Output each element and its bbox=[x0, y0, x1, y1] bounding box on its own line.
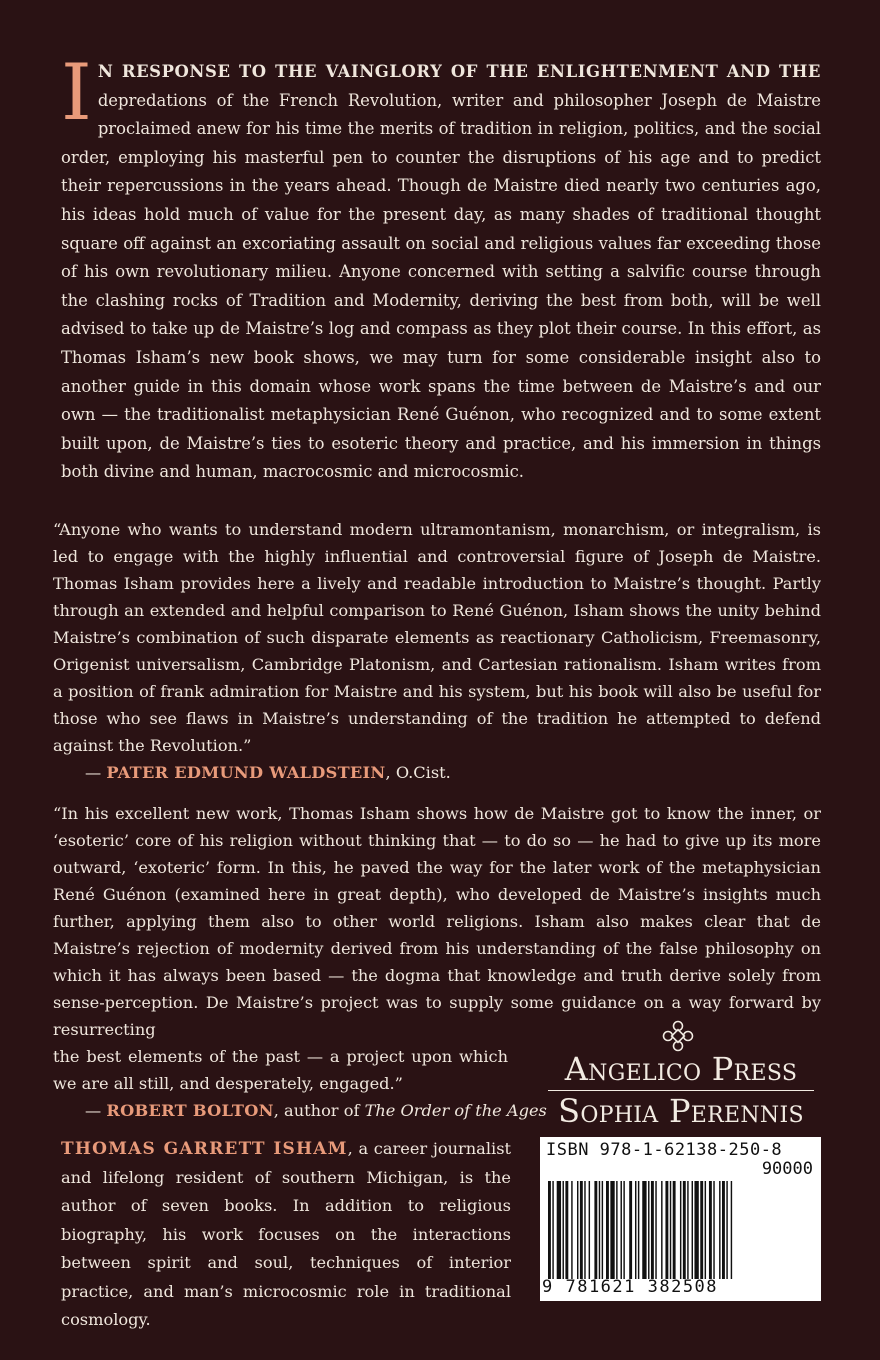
barcode-bar bbox=[642, 1181, 646, 1279]
barcode-bar bbox=[692, 1181, 693, 1279]
ean-number: 9 781621 382508 bbox=[542, 1277, 719, 1297]
barcode-bar bbox=[661, 1181, 662, 1279]
barcode-bar bbox=[571, 1181, 572, 1279]
barcode-bar bbox=[722, 1181, 725, 1279]
barcode-bar bbox=[606, 1181, 609, 1279]
cross-flower-icon bbox=[660, 1018, 696, 1054]
barcode-bar bbox=[670, 1181, 671, 1279]
intro-opening-caps: N RESPONSE TO THE VAINGLORY OF THE ENLIGHTENMENT AND THE bbox=[97, 62, 821, 81]
barcode-bar bbox=[655, 1181, 656, 1279]
barcode-bar bbox=[589, 1181, 590, 1279]
intro-body: depredations of the French Revolution, writer and philosopher Joseph de Maistre proclaimed anew for his time the merits of tradition in religion, politics, and the social order, employing his masterful pen to counter the disruptions of his age and to predict their repercussions in the years ahead. Though de Maistre died nearly two centuries ago, his ideas hold much of value for the present day, as many shades of traditional thought square off against an excoriating assault on social and religious values far exceeding those of his own revolutionary milieu. Anyone concerned with setting a salvific course through the clashing rocks of Tradition and Modernity, deriving the best from both, will be well advised to take up de Maistre’s log and compass as they plot their course. In this effort, as Thomas Isham’s new book shows, we may turn for some considerable insight also to another guide in this domain whose work spans the time between de Maistre’s and our own — the traditionalist metaphysician René Guénon, who recognized and to some extent built upon, de Maistre’s ties to esoteric theory and practice, and his immersion in things both divine and human, macrocosmic and microcosmic. bbox=[61, 90, 821, 482]
endorsement-text-narrow: the best elements of the past — a project upon which we are all still, and desperately, engaged.” bbox=[53, 1047, 508, 1093]
barcode-bar bbox=[610, 1181, 614, 1279]
endorsement-text: “Anyone who wants to understand modern ultramontanism, monarchism, or integralism, is led to engage with the highly influential and controversial figure of Joseph de Maistre. Thomas Isham provides here a lively and readable introduction to Maistre’s thought. Partly through an extended and helpful comparison to René Guénon, Isham shows the unity behind Maistre’s combination of such disparate elements as reactionary Catholicism, Freemasonry, Origenist universalism, Cambridge Platonism, and Cartesian rationalism. Isham writes from a position of frank admiration for Maistre and his system, but his book will also be useful for those who see flaws in Maistre’s understanding of the tradition he attempted to defend against the Revolution.” bbox=[53, 520, 821, 755]
price-code: 90000 bbox=[761, 1159, 813, 1179]
barcode-bar bbox=[700, 1181, 703, 1279]
barcode-bar bbox=[680, 1181, 681, 1279]
intro-paragraph bbox=[61, 48, 821, 487]
endorsement-waldstein bbox=[53, 516, 821, 786]
publisher-logo bbox=[540, 1050, 822, 1131]
barcode-bars bbox=[546, 1181, 814, 1279]
isbn-number: ISBN 978-1-62138-250-8 bbox=[546, 1140, 783, 1160]
barcode-bar bbox=[580, 1181, 583, 1279]
barcode-bar bbox=[594, 1181, 597, 1279]
barcode-bar bbox=[621, 1181, 622, 1279]
barcode-bar bbox=[673, 1181, 676, 1279]
publisher-imprint: Sophia Perennis bbox=[558, 1092, 804, 1130]
barcode-bar bbox=[599, 1181, 600, 1279]
barcode-bar bbox=[731, 1181, 732, 1279]
barcode-bar bbox=[563, 1181, 564, 1279]
barcode-bar bbox=[638, 1181, 639, 1279]
barcode-bar bbox=[577, 1181, 578, 1279]
endorsement-text: “In his excellent new work, Thomas Isham shows how de Maistre got to know the inner, or ‘esoteric’ core of his religion without thinking that — to do so — he had to give up its more outward, ‘exoteric’ form. In this, he paved the way for the later work of the metaphysician René Guénon (examined here in great depth), who developed de Maistre’s insights much further, applying them also to other world religions. Isham also makes clear that de Maistre’s rejection of modernity derived from his understanding of the false philosophy on which it has always been based — the dogma that knowledge and truth derive solely from sense-perception. De Maistre’s project was to supply some guidance on a way forward by resurrecting bbox=[53, 804, 821, 1039]
barcode-bar bbox=[694, 1181, 698, 1279]
author-name: THOMAS GARRETT ISHAM bbox=[61, 1139, 348, 1159]
book-title: The Order of the Ages bbox=[364, 1101, 547, 1120]
barcode-bar bbox=[651, 1181, 654, 1279]
endorsement-attribution: — PATER EDMUND WALDSTEIN, O.Cist. bbox=[85, 763, 451, 782]
barcode-bar bbox=[665, 1181, 668, 1279]
barcode-bar bbox=[687, 1181, 688, 1279]
barcode-bar bbox=[629, 1181, 632, 1279]
barcode-bar bbox=[726, 1181, 727, 1279]
barcode-bar bbox=[705, 1181, 706, 1279]
barcode-bar bbox=[709, 1181, 712, 1279]
barcode-bar bbox=[557, 1181, 561, 1279]
author-bio bbox=[61, 1135, 511, 1335]
barcode-bar bbox=[623, 1181, 624, 1279]
barcode-bar bbox=[683, 1181, 686, 1279]
barcode-bar bbox=[648, 1181, 649, 1279]
endorsement-attribution: — ROBERT BOLTON, author of The Order of the Ages bbox=[85, 1101, 547, 1120]
endorser-name: PATER EDMUND WALDSTEIN bbox=[106, 763, 386, 782]
barcode-bar bbox=[548, 1181, 551, 1279]
isbn-barcode bbox=[540, 1137, 821, 1301]
publisher-name: Angelico Press bbox=[564, 1050, 798, 1088]
barcode-bar bbox=[602, 1181, 603, 1279]
barcode-bar bbox=[713, 1181, 714, 1279]
barcode-bar bbox=[552, 1181, 553, 1279]
barcode-bar bbox=[616, 1181, 617, 1279]
author-bio-text: , a career journalist and lifelong resident of southern Michigan, is the author of seven books. In addition to religious biography, his work focuses on the interactions between spirit and soul, techniques of interior practice, and man’s microcosmic role in traditional cosmology. bbox=[61, 1139, 512, 1329]
barcode-bar bbox=[565, 1181, 568, 1279]
endorser-name: ROBERT BOLTON bbox=[106, 1101, 274, 1120]
barcode-bar bbox=[719, 1181, 720, 1279]
drop-cap: I bbox=[61, 48, 92, 138]
barcode-bar bbox=[635, 1181, 636, 1279]
barcode-bar bbox=[584, 1181, 585, 1279]
